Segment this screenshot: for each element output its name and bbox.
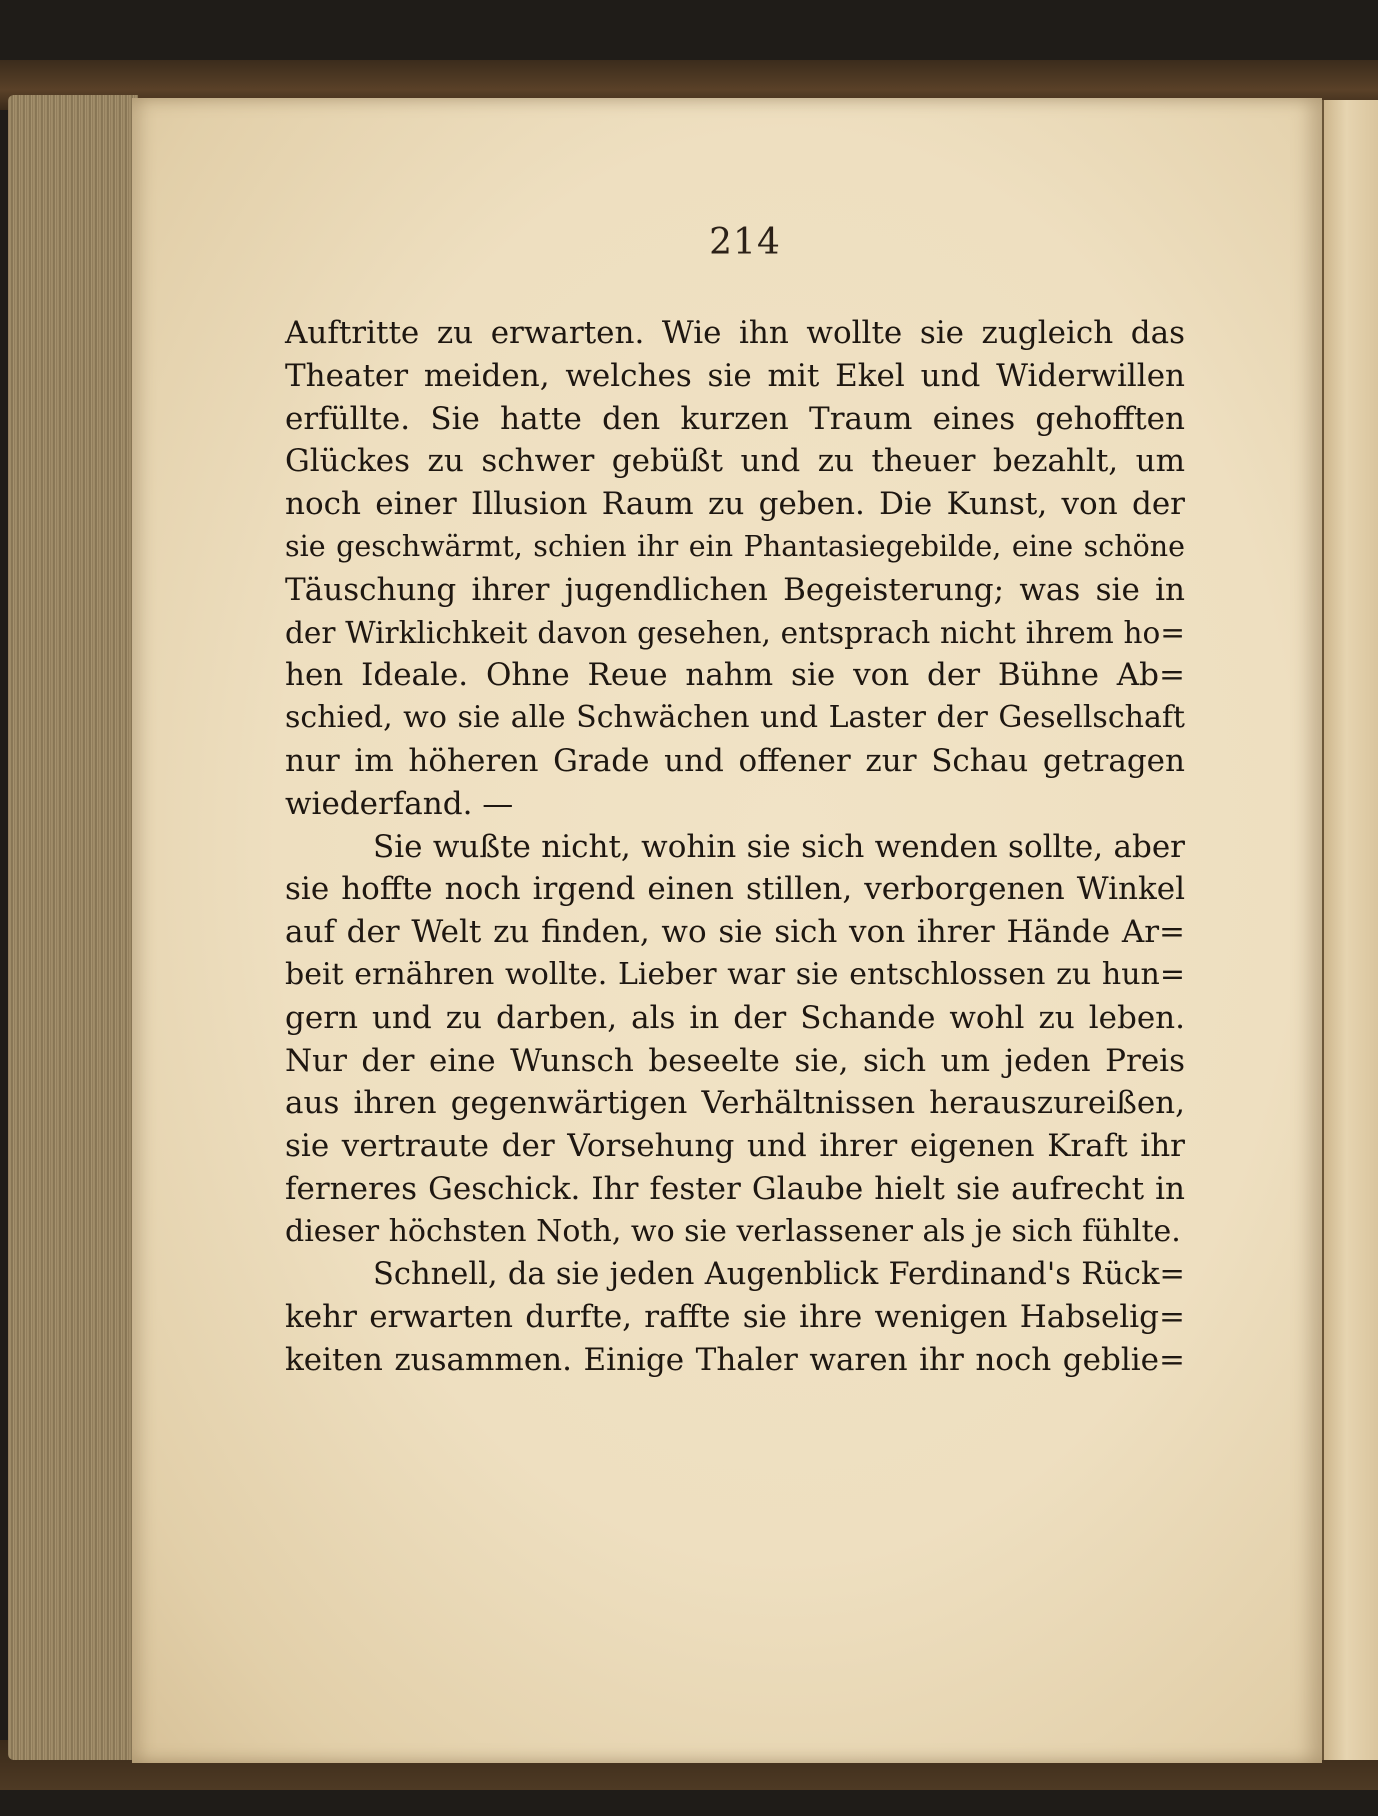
text-line: auf der Welt zu finden, wo sie sich von ihrer Hände Ar= [285, 914, 1185, 951]
text-line: Schnell, da sie jeden Augenblick Ferdinand's Rück= [373, 1256, 1185, 1292]
text-line: ferneres Geschick. Ihr fester Glaube hielt sie aufrecht in [285, 1170, 1185, 1207]
text-line: Nur der eine Wunsch beseelte sie, sich um jeden Preis [285, 1042, 1185, 1079]
text-line: dieser höchsten Noth, wo sie verlassener als je sich fühlte. [285, 1213, 1181, 1249]
text-line: Theater meiden, welches sie mit Ekel und Widerwillen [285, 357, 1185, 394]
body-text [285, 312, 1185, 1382]
text-line: der Wirklichkeit davon gesehen, entsprach nicht ihrem ho= [285, 615, 1185, 650]
text-line: gern und zu darben, als in der Schande wohl zu leben. [285, 999, 1185, 1036]
text-line: Glückes zu schwer gebüßt und zu theuer bezahlt, um [285, 443, 1185, 480]
facing-page-edge [1322, 100, 1378, 1760]
text-line: nur im höheren Grade und offener zur Schau getragen [285, 742, 1185, 779]
text-line: noch einer Illusion Raum zu geben. Die Kunst, von der [285, 486, 1185, 523]
text-line: Auftritte zu erwarten. Wie ihn wollte sie zugleich das [285, 315, 1185, 351]
text-line: keiten zusammen. Einige Thaler waren ihr noch geblie= [285, 1342, 1185, 1379]
text-line: sie geschwärmt, schien ihr ein Phantasiegebilde, eine schöne [285, 529, 1185, 563]
text-line: wiederfand. — [285, 785, 514, 822]
text-line: sie hoffte noch irgend einen stillen, verborgenen Winkel [285, 871, 1185, 908]
text-line: Täuschung ihrer jugendlichen Begeisterung; was sie in [285, 571, 1185, 608]
text-line: beit ernähren wollte. Lieber war sie entschlossen zu hun= [285, 956, 1185, 992]
page-edges [8, 95, 138, 1760]
text-line: schied, wo sie alle Schwächen und Laster der Gesellschaft [285, 700, 1185, 736]
text-line: hen Ideale. Ohne Reue nahm sie von der Bühne Ab= [285, 657, 1185, 694]
text-line: kehr erwarten durfte, raffte sie ihre wenigen Habselig= [285, 1299, 1185, 1336]
text-line: sie vertraute der Vorsehung und ihrer eigenen Kraft ihr [285, 1128, 1185, 1165]
text-line: Sie wußte nicht, wohin sie sich wenden sollte, aber [373, 828, 1185, 865]
text-line: erfüllte. Sie hatte den kurzen Traum eines gehofften [285, 400, 1185, 437]
page-number: 214 [709, 222, 781, 263]
text-line: aus ihren gegenwärtigen Verhältnissen herauszureißen, [285, 1085, 1185, 1122]
